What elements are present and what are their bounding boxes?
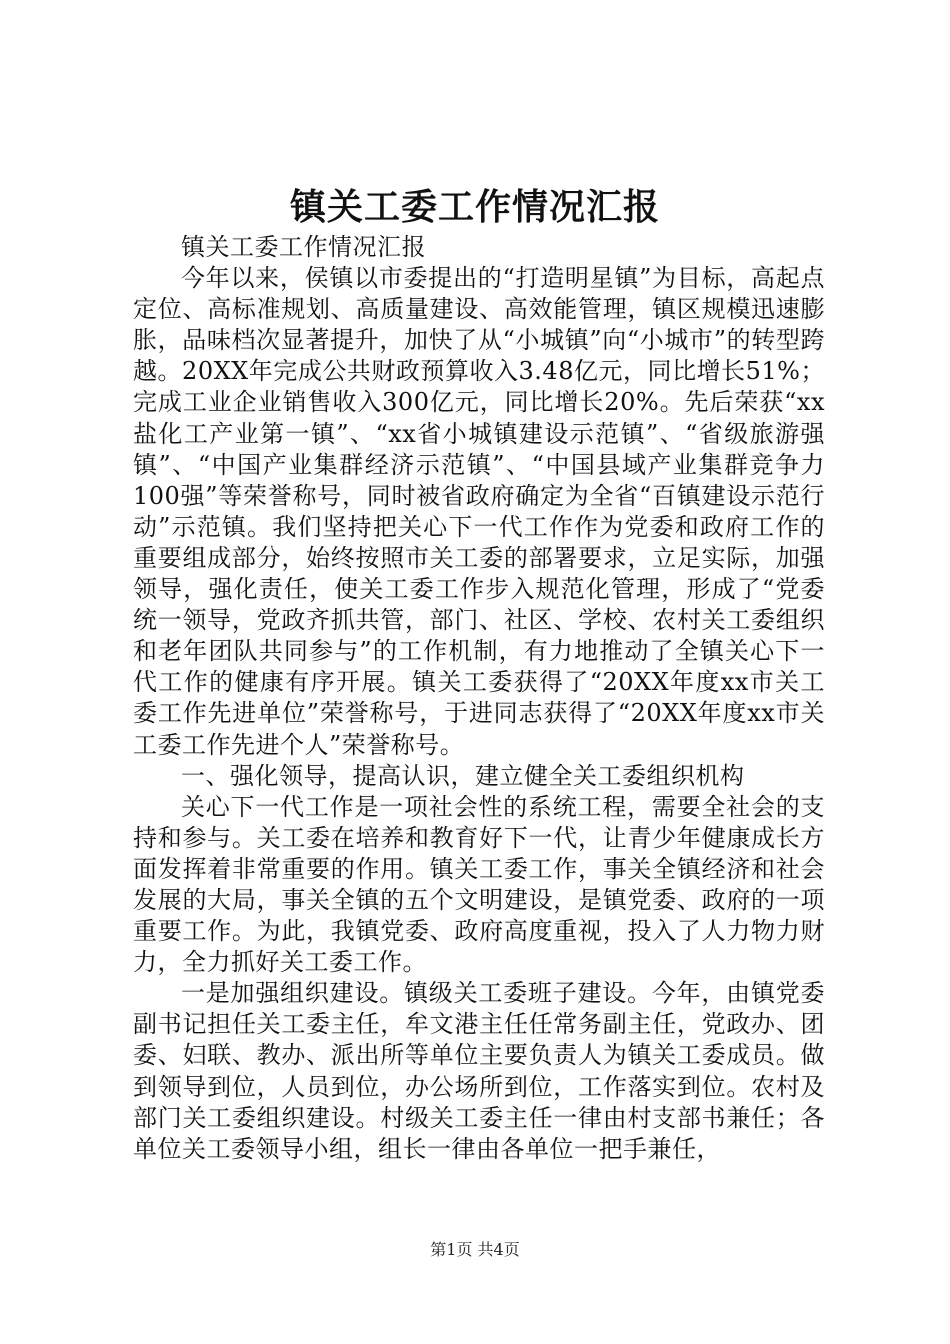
page-footer: 第1页 共4页 — [430, 1240, 520, 1259]
document-body — [133, 232, 825, 1165]
paragraph-intro: 今年以来，侯镇以市委提出的“打造明星镇”为目标，高起点定位、高标准规划、高质量建设、高效能管理，镇区规模迅速膨胀，品味档次显著提升，加快了从“小城镇”向“小城市”的转型跨越。20XX年完成公共财政预算收入3.48亿元，同比增长51%；完成工业企业销售收入300亿元，同比增长20%。先后荣获“xx盐化工产业第一镇”、“xx省小城镇建设示范镇”、“省级旅游强镇”、“中国产业集群经济示范镇”、“中国县域产业集群竞争力100强”等荣誉称号，同时被省政府确定为全省“百镇建设示范行动”示范镇。我们坚持把关心下一代工作作为党委和政府工作的重要组成部分，始终按照市关工委的部署要求，立足实际，加强领导，强化责任，使关工委工作步入规范化管理，形成了“党委统一领导，党政齐抓共管，部门、社区、学校、农村关工委组织和老年团队共同参与”的工作机制，有力地推动了全镇关心下一代工作的健康有序开展。镇关工委获得了“20XX年度xx市关工委工作先进单位”荣誉称号，于进同志获得了“20XX年度xx市关工委工作先进个人”荣誉称号。 — [133, 264, 825, 759]
paragraph-organization: 一是加强组织建设。镇级关工委班子建设。今年，由镇党委副书记担任关工委主任，牟文港主任任常务副主任，党政办、团委、妇联、教办、派出所等单位主要负责人为镇关工委成员。做到领导到位，人员到位，办公场所到位，工作落实到位。农村及部门关工委组织建设。村级关工委主任一律由村支部书兼任；各单位关工委领导小组，组长一律由各单位一把手兼任， — [133, 979, 825, 1163]
paragraph-section-1: 关心下一代工作是一项社会性的系统工程，需要全社会的支持和参与。关工委在培养和教育好下一代，让青少年健康成长方面发挥着非常重要的作用。镇关工委工作，事关全镇经济和社会发展的大局，事关全镇的五个文明建设，是镇党委、政府的一项重要工作。为此，我镇党委、政府高度重视，投入了人力物力财力，全力抓好关工委工作。 — [133, 792, 825, 977]
paragraph-subtitle: 镇关工委工作情况汇报 — [181, 233, 426, 261]
document-title: 镇关工委工作情况汇报 — [289, 186, 660, 228]
section-heading-1: 一、强化领导，提高认识，建立健全关工委组织机构 — [181, 761, 745, 790]
